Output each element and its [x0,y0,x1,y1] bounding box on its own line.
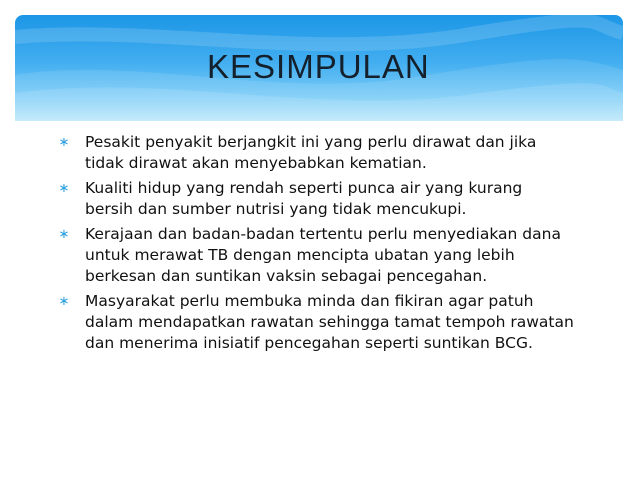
asterisk-bullet-icon: ∗ [58,135,70,150]
list-item [55,132,575,174]
bullet-text: Pesakit penyakit berjangkit ini yang perlu dirawat dan jika tidak dirawat akan menyebabkan kematian. [85,133,537,172]
slide-title: KESIMPULAN [207,48,430,85]
bullet-text: Kualiti hidup yang rendah seperti punca air yang kurang bersih dan sumber nutrisi yang tidak mencukupi. [85,179,523,218]
title-banner [15,15,623,121]
bullet-list [55,132,575,358]
list-item [55,224,575,287]
bullet-text: Masyarakat perlu membuka minda dan fikiran agar patuh dalam mendapatkan rawatan sehingga tamat tempoh rawatan dan menerima inisiatif pencegahan seperti suntikan BCG. [85,292,574,352]
asterisk-bullet-icon: ∗ [58,227,70,242]
bullet-text: Kerajaan dan badan-badan tertentu perlu menyediakan dana untuk merawat TB dengan mencipta ubatan yang lebih berkesan dan suntikan vaksin sebagai pencegahan. [85,225,561,285]
asterisk-bullet-icon: ∗ [58,181,70,196]
asterisk-bullet-icon: ∗ [58,294,70,309]
list-item [55,178,575,220]
list-item [55,291,575,354]
